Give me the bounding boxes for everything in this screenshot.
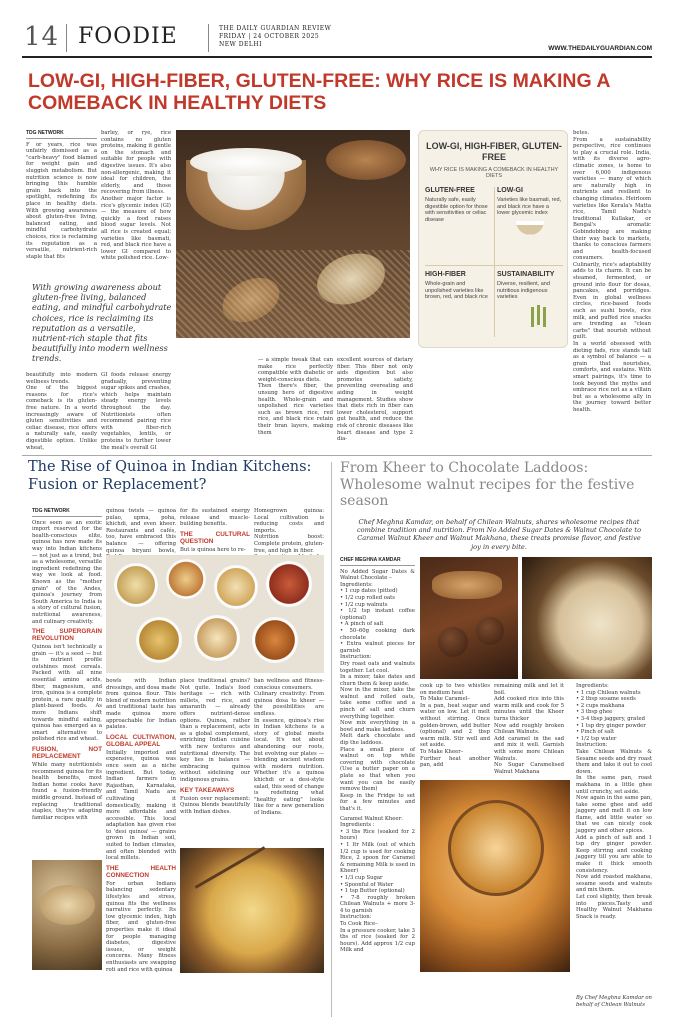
quinoa-text-2b: bowls with Indian dressings, and dosa made from quinoa flour. This blend of modern nutrition and traditional taste has made quinoa more approachable for Indian palates. [106, 678, 176, 731]
kheer-column-2 [420, 683, 490, 775]
masthead-divider [66, 24, 67, 52]
quinoa-text-3b: But is quinoa here to re- [180, 546, 246, 553]
quinoa-text-3d: Fusion over replacement: Quinoa blends beautifully with Indian dishes. [180, 795, 250, 815]
low-gi-box [497, 187, 563, 262]
gluten-free-box [425, 187, 493, 262]
infographic-subtitle: WHY RICE IS MAKING A COMEBACK IN HEALTHY DIETS [429, 167, 559, 179]
quinoa-subhead-1: THE SUPERGRAIN REVOLUTION [32, 628, 102, 643]
scattered-grains [176, 250, 410, 338]
grain-bowl [40, 885, 95, 925]
rice-headline: LOW-GI, HIGH-FIBER, GLUTEN-FREE: WHY RICE IS MAKING A COMEBACK IN HEALTHY DIETS [28, 70, 610, 114]
rice-text-3b: — a simple tweak that can make rice perfectly compatible with diabetic or weight-conscious diets. Then there's fiber, the unsung hero of digestive health. Whole-grain and unpolished rice varieties such as brown rice, red rice, and black rice retain their bran layers, making them [258, 357, 333, 436]
high-fiber-text: Whole-grain and unpolished varieties like brown, red, and black rice [425, 281, 488, 300]
rice-bowls-photo [176, 130, 410, 338]
rice-column-2b [101, 372, 171, 452]
quinoa-text-2: quinoa twists — quinoa pulao, upma, poha, khichdi, and even kheer. Restaurants and cafés, too, have embraced this balance — offering quinoa biryani bowls, [106, 508, 176, 554]
quinoa-column-3 [180, 678, 250, 843]
infographic-divider-v [494, 187, 495, 337]
walnut-makhana-photo [420, 780, 570, 972]
low-gi-title: LOW-GI [497, 187, 523, 194]
dish-1 [114, 563, 158, 607]
quinoa-grains-photo [32, 860, 102, 970]
laddoo-2 [476, 617, 504, 645]
laddoo-1 [438, 627, 468, 657]
rice-grains-top [190, 148, 302, 176]
quinoa-dishes-photo [106, 555, 324, 673]
quinoa-byline: TDG NETWORK [32, 508, 102, 517]
dish-4 [266, 561, 312, 607]
rice-infographic [418, 130, 568, 348]
kheer-text-1b: Caramel Walnut Kheer: Ingredients : • 3 tbs Rice (soaked for 2 hours) • 1 ltr Milk (out of which 1/2 cup is used for cooking Rice, 2 spoon for Caramel & remaining Milk is used in Kheer) • 1/3 cup Sugar • Spoonful of Water • 1 tsp Butter (optional) • 7-8 roughly broken Chilean Walnuts + more 3-4 to garnish Instruction: To Cook Rice– In a pressure cooker, take 3 tbs of rice (soaked for 2 hours). Add approx 1/2 cup Milk and [340, 815, 415, 954]
byline: TDG NETWORK [26, 130, 97, 139]
caramel-kheer-photo [522, 557, 652, 679]
kheer-column-1 [340, 557, 415, 1019]
quinoa-text-2c: Initially imported and expensive, quinoa was once seen as a niche ingredient. But today, Indian farmers in Rajasthan, Karnataka, and Tamil Nadu are cultivating it domestically, making it more affordable and accessible. This local adaptation has given rise to 'desi quinoa' — grains grown in Indian soil, suited to Indian climates, and often blended with local millets. [106, 749, 176, 862]
high-fiber-box [425, 271, 493, 341]
dish-5 [136, 617, 182, 663]
issue-date: FRIDAY | 24 OCTOBER 2025 [219, 33, 320, 40]
sustainability-box [497, 271, 563, 341]
gluten-free-title: GLUTEN-FREE [425, 187, 475, 194]
masthead [22, 18, 652, 58]
kheer-text-3: remaining milk and let it boil. Add cooked rice into this warm milk and cook for 5 minutes until the Kheer turns thicker Now add roughly broken Chilean Walnuts. Add caramel in the sad and mix it well. Garnish with some more Chilean Walnuts. No Sugar Caramelised Walnut Makhana [494, 683, 564, 775]
rice-text-5: betes. From a sustainability perspective, rice continues to play a crucial role. India, with its diverse agro-climatic zones, is home to over 6,000 indigenous varieties — many of which are naturally high in nutrients and resilient to changing climates. Heirloom varieties like Kerala's Matta rice, Tamil Nadu's traditional Kullakar, or Bengal's aromatic Gobindobhog are making their way back to markets, thanks to conscious farmers and health-focused consumers. Culinarily, rice's adaptability adds to its charm. It can be steamed, fermented, or ground into flour for dosas, pancakes, and porridges. Even in global wellness circles, rice-based foods such as sushi bowls, rice milk, and puffed rice snacks are trending as "clean carbs" that nourish without guilt. In a world obsessed with dieting fads, rice stands tall as a symbol of balance — a grain that nourishes, comforts, and sustains. With smart pairings, it's time to look beyond the myths and embrace rice not as a villain but as a wholesome ally in the journey toward better health. [573, 130, 651, 413]
dish-7 [252, 617, 298, 663]
paper-name: THE DAILY GUARDIAN REVIEW [219, 25, 332, 32]
walnut-pieces [432, 571, 502, 599]
sustainability-title: SUSTAINABILITY [497, 271, 555, 278]
rice-column-1 [26, 130, 97, 278]
recipe-credit: By Chef Meghna Kamdar on behalf of Chilean Walnuts [576, 995, 652, 1008]
quinoa-column-4 [254, 678, 324, 843]
masthead-divider-2 [208, 24, 209, 52]
low-gi-text: Varieties like basmati, red, and black rice have a lower glycemic index [497, 197, 562, 216]
chopsticks [195, 846, 266, 889]
quinoa-subhead-5: THE HEALTH CONNECTION [106, 864, 176, 879]
issue-city: NEW DELHI [219, 41, 262, 48]
kheer-column-4 [576, 683, 652, 993]
kheer-column-3 [494, 683, 564, 775]
quinoa-column-3-top [180, 508, 250, 553]
website-url[interactable]: WWW.THEDAILYGUARDIAN.COM [548, 45, 652, 52]
page-number: 14 [24, 22, 60, 52]
quinoa-subhead-4: LOCAL CULTIVATION, GLOBAL APPEAL [106, 733, 176, 748]
quinoa-text-4b: ban wellness and fitness-conscious consumers. Culinary creativity: From quinoa dosa to kheer — the possibilities are endless. In essence, quinoa's rise in Indian kitchens is a story of global meets local. It's not about abandoning our roots, but evolving our plates — blending ancient wisdom with modern nutrition. Whether it's a quinoa khichdi or a desi-style salad, this seed of change is redefining what "healthy eating" looks like for a new generation of Indians. [254, 678, 324, 816]
dish-6 [194, 615, 240, 661]
rice-text-4b: excellent sources of dietary fiber. This fiber not only aids digestion but also promotes satiety, preventing overeating and aiding in weight management. Studies show that diets rich in fiber can lower cholesterol, support gut health, and reduce the risk of chronic diseases like heart disease and type 2 dia- [337, 357, 413, 443]
kheer-byline: CHEF MEGHNA KAMDAR [340, 557, 415, 566]
brown-rice-bowl [326, 140, 406, 180]
rice-column-4b [337, 357, 413, 452]
kheer-text-1: No Added Sugar Dates & Walnut Chocolate – Ingredients: • 1 cup dates (pitted) • 1/2 cup rolled oats • 1/2 cup walnuts • 1/2 tsp instant coffee (optional) • A pinch of salt • 50–60g cooking dark chocolate • Extra walnut pieces for garnish Instruction: Dry roast oats and walnuts together. Let cool. In a mixer, take dates and churn them & keep aside. Now in the mixer, take the walnut and rolled oats, take some coffee and a pinch of salt and churn everything together. Now mix everything in a bowl and make laddoos. Melt dark chocolate and dip the laddoos. Place a small piece of walnut on top while covering with chocolate (Use a butter paper on a plate so that when you want you can be easily remove them) Keep in the Fridge to set for a few minutes and that's it. [340, 568, 415, 812]
kheer-headline: From Kheer to Chocolate Laddoos: Wholesome walnut recipes for the festive season [340, 460, 635, 509]
high-fiber-title: HIGH-FIBER [425, 271, 466, 278]
makhana-bowl [448, 800, 544, 896]
kheer-text-4: Ingredients: • 1 cup Chilean walnuts • 2 tbsp sesame seeds • 2 cups makhana • 3 tbsp ghee • 3-4 tbsp jaggery, grated • 1 tsp dry ginger powder • Pinch of salt • 1/2 tsp water Instruction: Take Chilean Walnuts & Sesame seeds and dry roast them and take it out to cool down. In the same pan, roast makhana in a little ghee until crunchy, set aside. Now again in the same pan, take some ghee and add jaggery and melt it on low flame, add little water so that we can nicely cook jaggery and other spices. Add a pinch of salt and 1 tsp dry ginger powder. Keep stirring and cooking jaggery till you are able to make it thick smooth consistency. Now add roasted makhana, sesame seeds and walnuts and mix them. Let cool slightly, then break into pieces.Tasty and Healthy Walnut Makhana Snack is ready. [576, 683, 652, 920]
quinoa-column-4-top [254, 508, 324, 554]
rice-column-2 [101, 130, 171, 278]
kheer-standfirst: Chef Meghna Kamdar, on behalf of Chilean Walnuts, shares wholesome recipes that combine tradition and nutrition. From No Added Sugar Dates & Walnut Chocolate to Caramel Walnut Kheer and Walnut Makhana, these treats promise flavor, and festive joy in every bite. [356, 518, 642, 551]
quinoa-subhead-2: FUSION, NOT REPLACEMENT [32, 746, 102, 760]
sustainability-text: Diverse, resilient, and nutritious indigenous varieties [497, 281, 550, 300]
rice-column-3b [258, 357, 333, 452]
kheer-text-2: cook up to two whistles on medium heat To Make Caramel– In a pan, heat sugar and water on low. Let it melt without stirring. Once golden-brown, add butter (optional) and 2 tbsp warm milk. Stir well and set aside. To Make Kheer– Further heat another pan, add [420, 683, 490, 769]
quinoa-column-2-top [106, 508, 176, 554]
rice-column-1b [26, 372, 97, 452]
rice-text-1: F or years, rice was unfairly dismissed as a "carb-heavy" food blamed for weight gain and sluggish metabolism. But nutrition science is now bringing this humble grain back into the spotlight, redefining its place in healthy diets. With growing awareness about gluten-free living, balanced eating, and mindful carbohydrate choices, rice is reclaiming its reputation as a versatile, nutrient-rich staple that fits [26, 141, 97, 260]
walnut-laddoo-photo [420, 557, 518, 679]
masthead-rule [22, 56, 652, 58]
dish-2 [166, 559, 206, 599]
gluten-free-text: Naturally safe, easily digestible option for those with sensitivities or celiac disease [425, 197, 488, 223]
rice-text-2: barley, or rye, rice contains no gluten proteins, making it gentle on the stomach and suitable for people with digestive issues. It's also non-allergenic, making it ideal for children, the elderly, and those recovering from illness. Another major factor is rice's glycemic index (GI) — the measure of how quickly a food raises blood sugar levels. Not all rice is created equal; varieties like basmati, red, and black rice have a lower GI compared to white polished rice. Low- [101, 130, 171, 262]
quinoa-headline: The Rise of Quinoa in Indian Kitchens: Fusion or Replacement? [28, 459, 312, 493]
quinoa-text-1: Once seen as an exotic import reserved for the health-conscious elite, quinoa has now made its way into Indian kitchens — not just as a trend, but as a wholesome, versatile ingredient redefining the way we look at food. Known as the "mother grain" of the Andes, quinoa's journey from South America to India is a story of cultural fusion, nutritional awareness, and culinary creativity. [32, 519, 102, 625]
quinoa-text-2d: For urban Indians balancing sedentary lifestyles and stress, quinoa fits the wellness narrative perfectly. Its low glycemic index, high fiber, and gluten-free properties make it ideal for people managing diabetes, digestive issues, or weight concerns. Many fitness enthusiasts are swapping roti and rice with quinoa [106, 880, 176, 973]
rice-plant-icon [537, 305, 540, 325]
section-rule [22, 455, 652, 456]
rice-text-2b: GI foods release energy gradually, preventing sugar spikes and crashes, which helps maintain steady energy levels throughout the day. Nutritionists often recommend pairing rice with fiber-rich vegetables, lentils, or proteins to further lower the meal's overall GI [101, 372, 171, 451]
quinoa-salad-photo [180, 848, 324, 973]
quinoa-text-3: for its sustained energy release and muscle-building benefits. [180, 508, 250, 528]
column-divider [331, 462, 332, 1017]
rice-text-1b: beautifully into modern wellness trends. One of the biggest reasons for rice's comeback is its gluten-free nature. In a world increasingly aware of gluten sensitivities and celiac disease, rice offers a naturally safe, easily digestible option. Unlike wheat, [26, 372, 97, 451]
quinoa-text-1b: Quinoa isn't technically a grain — it's a seed — but its nutrient profile outshines most cereals. Packed with all nine essential amino acids, fiber, magnesium, and iron, quinoa is a complete protein, a rare quality in plant-based foods. As more Indians shift towards mindful eating, quinoa has emerged as a smart alternative to polished rice and wheat. [32, 644, 102, 743]
quinoa-text-1c: While many nutritionists recommend quinoa for its health benefits, most Indian home cooks have found a fusion-friendly middle ground. Instead of replacing traditional staples, they're adapting familiar recipes with [32, 762, 102, 821]
dish-3 [214, 565, 258, 609]
quinoa-column-2 [106, 678, 176, 1018]
rice-pullquote: With growing awareness about gluten-free living, balanced eating, and mindful carbohydrate choices, rice is reclaiming its reputation as a versatile, nutrient-rich staple that fits beautifully into modern wellness trends. [32, 282, 172, 364]
rice-column-5 [573, 130, 651, 448]
quinoa-text-3c: place traditional grains? Not quite. India's food heritage — rich with millets, red rice, and amaranth — already offers nutrient-dense options. Quinoa, rather than a replacement, acts as a global complement, enriching Indian cuisine with new textures and nutritional diversity. The key lies in balance — embracing quinoa without sidelining our indigenous grains. [180, 678, 250, 783]
quinoa-text-4: Homegrown quinoa: Local cultivation is reducing costs and imports. Nutrition boost: Complete protein, gluten-free, and high in fiber. [254, 508, 324, 554]
quinoa-subhead-3: THE CULTURAL QUESTION [180, 530, 250, 545]
quinoa-subhead-6: KEY TAKEAWAYS [180, 786, 235, 794]
section-name: FOODIE [78, 24, 178, 49]
infographic-title: LOW-GI, HIGH-FIBER, GLUTEN-FREE [426, 141, 562, 162]
rice-bowl-icon [516, 221, 544, 235]
